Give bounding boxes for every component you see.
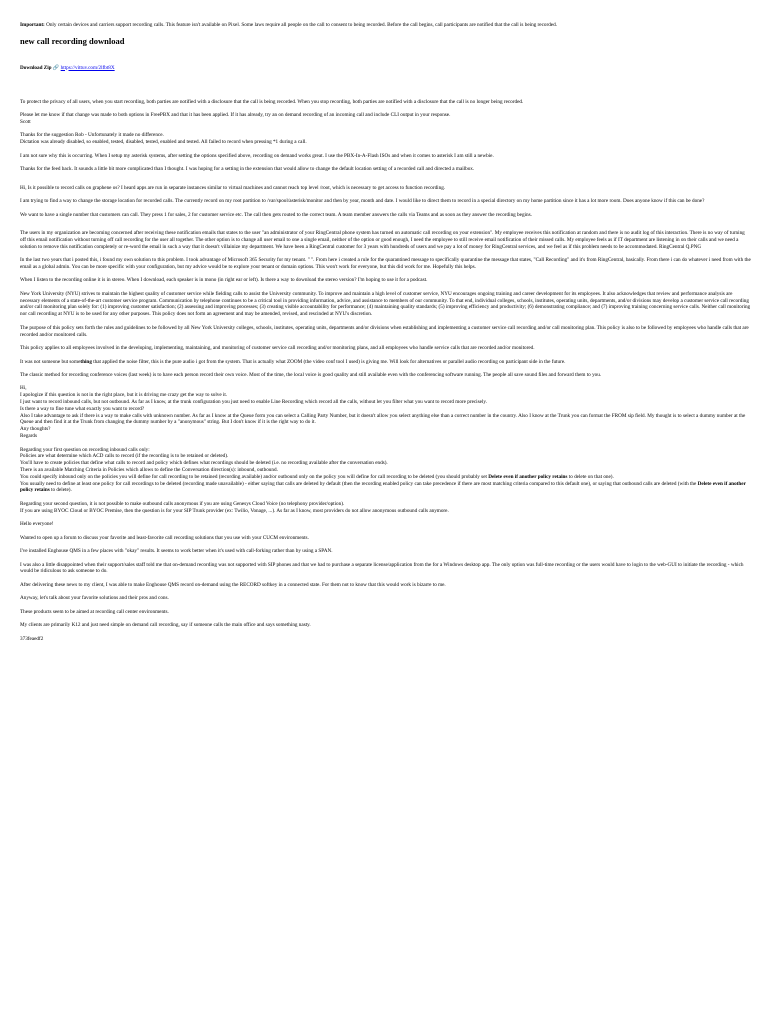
post-line: The purpose of this policy sets forth the rules and guidelines to be followed by all New York University colleges, schools, institutes, operating units, departments and/or divisions when establishing and implementing a customer service call recording and/or call monitoring plan. This policy is also to be followed by employees who handle calls that are recorded and/or monitored calls. <box>20 324 749 338</box>
post-1 <box>20 112 751 126</box>
footer-code: 373feaedf2 <box>20 635 44 642</box>
post-line: Any thoughts? <box>20 426 51 433</box>
post-line: There is an available Matching Criteria in Policies which allows to define the Conversation direction(s): inbound, outbound. <box>20 466 278 473</box>
post-23 <box>20 582 751 589</box>
post-24 <box>20 595 751 602</box>
post-14 <box>20 359 751 366</box>
post-line-start: You could specify inbound only on the policies you will define for call recording to be retained (recording available) and/or outbound only on the policy you will define for call recording to be deleted (you should probably set <box>20 473 489 480</box>
post-4 <box>20 166 751 173</box>
post-line-end: that applied the noise filter, this is the pure audio i got from the system. That is actually what ZOOM (the video conf tool I used) is giving me. Will look for alternatives or parallel audio recording on participant side in the future. <box>91 358 566 365</box>
post-26 <box>20 622 751 629</box>
post-line: Hi, Is it possible to record calls on graphene os? I heard apps are run in separate instances similar to virtual machines and cannot reach top level /root, which is necessary to get access to function recording. <box>20 184 446 191</box>
post-line: Regards <box>20 433 37 440</box>
post-line: I apologize if this question is not in the right place, but it is driving me crazy get the way to solve it. <box>20 392 228 399</box>
post-line-start: It was not someone but some <box>20 358 81 365</box>
download-line <box>20 65 751 72</box>
post-11 <box>20 291 751 318</box>
post-line: New York University (NYU) strives to maintain the highest quality of customer service while fielding calls to assist the University community. To improve and maintain a high level of customer service, NYU encourages ongoing training and career development for its employees. It also acknowledges that review and performance analysis are necessary elements of a state-of-the-art customer service program. Communication by telephone continues to be a critical tool in providing information, advice, and assistance to members of our community. To that end, individual colleges, schools, institutes, operating units, departments, and/or divisions may develop a customer service call recording and/or call monitoring plan solely for: (1) improving customer satisfaction; (2) assessing and improving processes; (3) creating visible accountability for performance; (4) maintaining quality standards; (5) improving efficiency and productivity; (6) demonstrating compliance; and (7) improving training concerning service calls. Neither call monitoring nor call recording at NYU is to be used for any other purposes. This policy does not form an agreement and may be amended, revised, and rescinded at NYU's discretion. <box>20 290 751 318</box>
post-line: I just want to record inbound calls, but not outbound. As far as I know, at the trunk configuration you just need to enable Line Recording which record all the calls, without let you filter what you want to record more precisely. <box>20 399 487 406</box>
page-title: new call recording download <box>20 35 125 46</box>
post-line-start: You usually need to define at least one policy for call recordings to be deleted (recording made unavailable) - either saying that calls are deleted by default (then the recording enabled policy can take precedence if there are most matching criteria compared to this default one), or saying that outbound calls are deleted (with the <box>20 480 698 487</box>
post-line: The users in my organization are becoming concerned after receiving these notification emails that states to the user "an administrator of your RingCentral phone system has turned on automatic call recording on your extension". My employee receives this notification at random and there is no audit log of this interaction. There is no way of turning off this email notification without turning off call recording for the user all together. The other option is to change all user email to one a single email, neither of the option or good enough, I need the employee to still receive email notification of their missed calls. My employee feels as if IT department are listening in on their calls and we need a solution to remove this notification completely or re-word the email in such a way that it doesn't villainize my department. We have been a RingCentral customer for 3 years with hundreds of users and we pay a lot of money for RingCentral services, and we feel as if this problem needs to be accommodated. RingCentral Q.PNG <box>20 230 745 250</box>
post-line: Dictation was already disabled, so enabled, tested, disabled, tested, enabled and tested. All failed to record when pressing *1 during a call. <box>20 139 307 146</box>
post-15 <box>20 372 751 379</box>
post-line: Also I take advantage to ask if there is a way to make calls with unknown number. As far as I know at the Queue form you can select a Calling Party Number, but it doesn't allow you select anything else than a correct number in the country. Also I know at the Trunk you can format the FROM sip field. My thought is to select a dummy number at the Queue and then find it at the Trunk from changing the dummy number by a "anonymous" string. But I don't know if it is the right way to do it. <box>20 412 746 426</box>
post-19 <box>20 521 751 528</box>
post-22 <box>20 562 751 576</box>
download-link[interactable]: https://vittuv.com/2lfbt8X <box>60 64 115 71</box>
post-10 <box>20 277 751 284</box>
post-line: Hello everyone! <box>20 521 54 528</box>
post-line-bold: Delete even if another policy retains <box>20 480 746 494</box>
post-line: I am not sure why this is occurring. When I setup my asterisk systems, after setting the options specified above, recording on demand works great. I use the PBX-In-A-Flash ISOs and when it comes to asterisk I am still a newbie. <box>20 152 494 159</box>
post-9 <box>20 257 751 271</box>
post-line-end: to delete on that one). <box>567 473 614 480</box>
post-12 <box>20 325 751 339</box>
post-line: After delivering these news to my client, I was able to make Enghouse QMS record on-demand using the RECORD softkey in a connected state. For them not to know that this would work is bizarre to me. <box>20 581 446 588</box>
post-line: Regarding your second question, it is not possible to make outbound calls anonymous if you are using Genesys Cloud Voice (no telephony provider/option). <box>20 500 345 507</box>
post-line: Is there a way to fine tune what exactly you want to record? <box>20 405 145 412</box>
post-line: Hi, <box>20 385 27 392</box>
post-line: I was also a little disappointed when their support/sales staff told me that on-demand recording was not supported with SIP phones and that we had to purchase a separate license/application from the for a Windows desktop app. The only option was full-time recording or the users would have to login to the web-GUI to initiate the recording - which would be ridiculous to ask someone to do. <box>20 561 744 575</box>
post-line: The classic method for recording conference voices (last week) is to have each person record their own voice. Most of the time, the local voice is good quality and still available even with the conferencing software running. The people all save sound files and forward them to you. <box>20 372 602 378</box>
post-8 <box>20 230 751 250</box>
post-signature: Scott <box>20 118 31 125</box>
post-line: This policy applies to all employees involved in the developing, implementing, maintaining, and monitoring of customer service call recording and/or monitoring plans, and all employees who handle service calls that are recorded and/or monitored. <box>20 345 535 352</box>
post-line: Thanks for the feed back. It sounds a little bit more complicated than I thought. I was hoping for a setting in the extension that would allow to change the default location setting of a recorded call and directed a mailbox. <box>20 166 475 173</box>
post-line: To protect the privacy of all users, when you start recording, both parties are notified with a disclosure that the call is being recorded. When you stop recording, both parties are notified with a disclosure that the call is no longer being recorded. <box>20 98 524 105</box>
post-line: These products seem to be aimed at recording call center environments. <box>20 608 169 615</box>
post-18 <box>20 501 751 515</box>
post-line: Policies are what determine which ACD calls to record (if the recording is to be retained or deleted). <box>20 453 229 460</box>
post-line: I've installed Enghouse QMS in a few places with "okay" results. It seems to work better when it's used with call-forking rather than by using a SPAN. <box>20 548 333 555</box>
post-line: In the last two years that i posted this, i found my own solution to this problem. I took advantage of Microsoft 365 Security for my tenant. " ". From here i created a rule for the quarantined message to specifically quarantine the message that states, "Call Recording" and it's from RingCentral, basically. From there i can do whatever i need from with the email as a global admin. You can be more specific with your configuration, but my advice would be to explore your tenant or domain options. This won't work for everyone, but this did work for me. Hopefully this helps. <box>20 257 751 270</box>
post-line-end: to delete). <box>49 487 72 494</box>
post-3 <box>20 153 751 160</box>
notice-label: Important: <box>20 21 45 28</box>
post-line: Anyway, let's talk about your favorite solutions and their pros and cons. <box>20 595 169 602</box>
post-16 <box>20 385 751 439</box>
post-2 <box>20 132 751 146</box>
post-line: When I listen to the recording online it is in stereo. When I download, each speaker is in mono (in right ear or left). Is there a way to download the stereo version? I'm hoping to use it for a podcast. <box>20 277 428 284</box>
post-0 <box>20 99 751 106</box>
post-25 <box>20 609 751 616</box>
post-line: Please let me know if that change was made to both options in FreePBX and that it has been applied. If it has already, try an on demand recording of an incoming call and include CLI output in your response. <box>20 112 451 119</box>
post-line: You'll have to create policies that define what calls to record and policy which defines what recordings should be deleted (i.e. no recording available after the conversation ends). <box>20 460 388 467</box>
important-notice <box>20 22 751 29</box>
post-line: Regarding your first question on recording inbound calls only: <box>20 446 150 453</box>
post-line: If you are using BYOC Cloud or BYOC Premise, then the question is for your SIP Trunk provider (ex: Twilio, Vonage, ...). As far as I know, most providers do not allow anonymous outbound calls anymore. <box>20 507 449 514</box>
post-line: My clients are primarily K12 and just need simple on demand call recording, say if someone calls the main office and says something nasty. <box>20 622 311 629</box>
link-icon: 🔗 <box>52 64 60 71</box>
post-line-bold: thing <box>80 358 92 365</box>
post-5 <box>20 185 751 192</box>
post-line: I am trying to find a way to change the storage location for recorded calls. The currently record on my root partition to /var/spool/asterisk/monitor and then by year, month and date. I would like to direct them to record in a special directory on my home partition since it has a lot more room. Does anyone know if this can be done? <box>20 198 705 205</box>
download-label: Download Zip <box>20 64 52 71</box>
post-7 <box>20 212 751 219</box>
post-17 <box>20 447 751 495</box>
post-line-bold: Delete even if another policy retains <box>488 473 568 480</box>
post-6 <box>20 198 751 205</box>
post-line: Thanks for the suggestion Rob - Unfortunately it made no difference. <box>20 132 164 139</box>
post-21 <box>20 548 751 555</box>
post-line: Wanted to open up a forum to discuss your favorite and least-favorite call recording solutions that you use with your CUCM environments. <box>20 534 309 541</box>
post-line: We want to have a single number that customers can call. They press 1 for sales, 2 for customer service etc. The call then gets routed to the correct team. A team member answers the calls via Teams and as soon as they answer the recording begins. <box>20 211 532 218</box>
post-13 <box>20 345 751 352</box>
post-20 <box>20 535 751 542</box>
notice-text: Only certain devices and carriers support recording calls. This feature isn't available on Pixel. Some laws require all people on the call to consent to being recorded. Before the call begins, call participants are notified that the call is being recorded. <box>44 21 557 28</box>
